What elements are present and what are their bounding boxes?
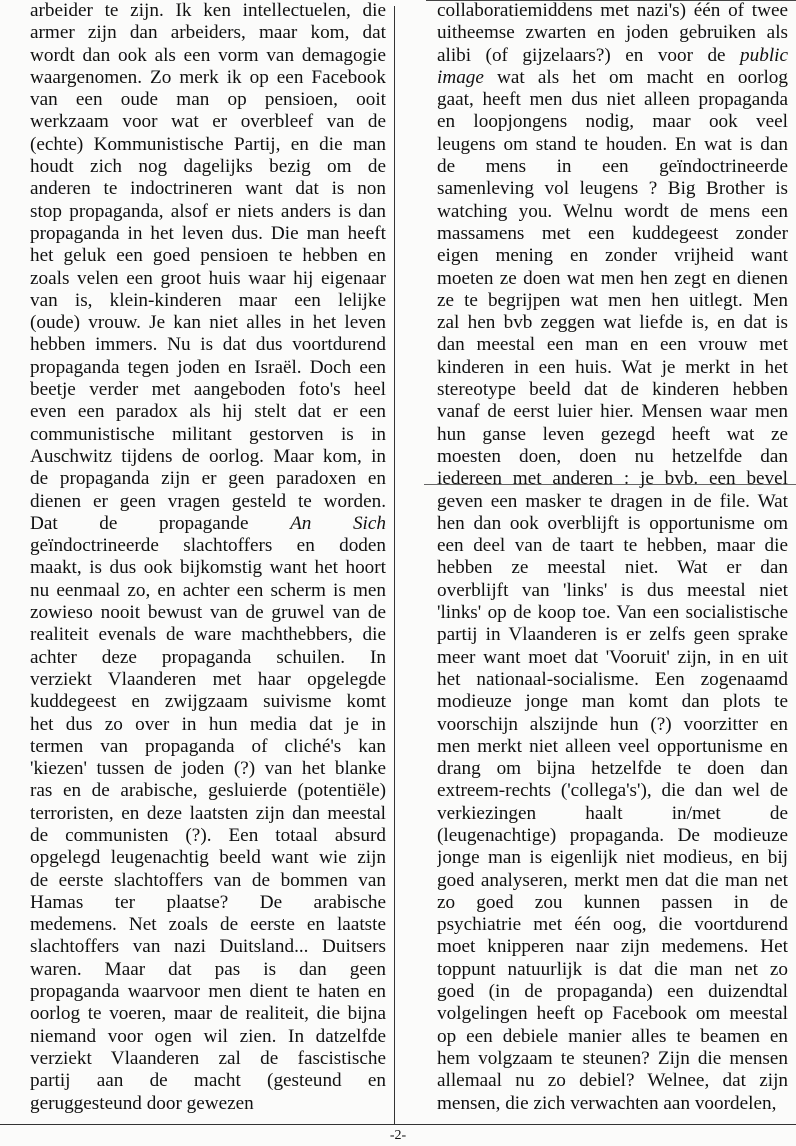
text-line: slachtoffers van nazi Duitsland... Duitsers [30, 936, 386, 958]
text-line: armer zijn dan arbeiders, maar kom, dat [30, 22, 386, 44]
text-line: goed analyseren, merkt men dat die man net [437, 869, 788, 891]
text-line: samenleving vol leugens ? Big Brother is [437, 178, 788, 200]
text-line: iedereen met anderen : je bvb. een bevel [437, 468, 788, 490]
text-line: niemand voor ogen wil zien. In datzelfde [30, 1025, 386, 1047]
text-line: propaganda tegen joden en Israël. Doch een [30, 356, 386, 378]
text-line: wordt dan ook als een vorm van demagogie [30, 44, 386, 66]
text-line: men merkt niet alleen veel opportunisme en [437, 735, 788, 757]
text-line: verziekt Vlaanderen met haar opgelegde [30, 668, 386, 690]
text-line: 'links' op de koop toe. Van een socialistische [437, 602, 788, 624]
text-line: jonge man is eigenlijk niet modieus, en bij [437, 847, 788, 869]
text-line: waargenomen. Zo merk ik op een Facebook [30, 66, 386, 88]
text-line: zowieso nooit bewust van de gruwel van de [30, 602, 386, 624]
text-line: een deel van de taart te hebben, maar die [437, 535, 788, 557]
text-line: watching you. Welnu wordt de mens een [437, 200, 788, 222]
text-line: maakt, is dus ook bijkomstig want het hoort [30, 557, 386, 579]
text-line: moet knipperen naar zijn medemens. Het [437, 936, 788, 958]
text-line: uitheemse zwarten en joden gebruiken als [437, 22, 788, 44]
text-line: mensen, die zich verwachten aan voordelen, [437, 1092, 777, 1114]
text-line: (oude) vrouw. Je kan niet alles in het leven [30, 312, 386, 334]
text-line: waren. Maar dat pas is dan geen [30, 958, 386, 980]
text-line: alibi (of gijzelaars?) en voor de public [437, 44, 788, 66]
text-line: het dus zo over in hun media dat je in [30, 713, 386, 735]
text-line: image wat als het om macht en oorlog [437, 66, 788, 88]
text-line: geven een masker te dragen in de file. Wat [437, 490, 788, 512]
text-line: propaganda in het leven dus. Die man heeft [30, 222, 386, 244]
left-column [0, 0, 394, 1122]
text-line: de communisten (?). Een totaal absurd [30, 824, 386, 846]
text-line: zoals velen een groot huis waar hij eigenaar [30, 267, 386, 289]
text-line: medemens. Net zoals de eerste en laatste [30, 914, 386, 936]
text-line: drang om bijna hetzelfde te doen dan [437, 758, 788, 780]
text-line: beetje verder met aangeboden foto's heel [30, 379, 386, 401]
text-line: het nationaal-socialisme. Een zogenaamd [437, 668, 788, 690]
text-line: partij in Vlaanderen is er zelfs geen sprake [437, 624, 788, 646]
text-line: geruggesteund door gewezen [30, 1092, 254, 1114]
text-line: de mens in een geïndoctrineerde [437, 156, 788, 178]
text-line: stereotype beeld dat de kinderen hebben [437, 379, 788, 401]
text-line: oorlog te voeren, maar de realiteit, die bijna [30, 1003, 386, 1025]
text-line: moeten ze doen wat men hen zegt en dienen [437, 267, 788, 289]
text-line: massamens met een kuddegeest zonder [437, 222, 788, 244]
text-line: termen van propaganda of cliché's kan [30, 735, 386, 757]
text-line: hebben ze meestal niet. Wat er dan [437, 557, 788, 579]
text-line: dan meestal een man en een vrouw met [437, 334, 788, 356]
text-line: anderen te indoctrineren want dat is non [30, 178, 386, 200]
text-line: eigen mening en zonder vrijheid want [437, 245, 788, 267]
text-line: achter deze propaganda schuilen. In [30, 646, 386, 668]
text-line: allemaal nu zo debiel? Welnee, dat zijn [437, 1070, 788, 1092]
text-line: goed (in de propaganda) een duizendtal [437, 981, 788, 1003]
text-line: (echte) Kommunistische Partij, en die man [30, 133, 386, 155]
text-line: de propaganda zijn er geen paradoxen en [30, 468, 386, 490]
text-line: ras en de arabische, gesluierde (potentiële) [30, 780, 386, 802]
text-line: toppunt natuurlijk is dat die man net zo [437, 958, 788, 980]
text-line: collaboratiemiddens met nazi's) één of twee [437, 0, 788, 21]
text-line: (leugenachtige) propaganda. De modieuze [437, 824, 788, 846]
text-line: Auschwitz tijdens de oorlog. Maar kom, in [30, 445, 386, 467]
text-line: extreem-rechts ('collega's'), die dan wel de [437, 780, 788, 802]
text-line: voorschijn alszijnde hun (?) voorzitter en [437, 713, 788, 735]
text-line: 'kiezen' tussen de joden (?) van het blanke [30, 758, 386, 780]
text-line: verkiezingen haalt in/met de [437, 802, 788, 824]
text-line: propaganda waarvoor men dient te haten en [30, 981, 386, 1003]
text-line: arbeider te zijn. Ik ken intellectuelen, die [30, 0, 386, 21]
text-line: Hamas ter plaatse? De arabische [30, 891, 386, 913]
text-line: opgelegd leugenachtig beeld want wie zijn [30, 847, 386, 869]
text-line: werkzaam voor wat er overbleef van de [30, 111, 386, 133]
bottom-rule [0, 1124, 796, 1125]
text-line: houdt zich nog dagelijks bezig om de [30, 156, 386, 178]
text-line: modieuze jonge man komt dan plots te [437, 691, 788, 713]
text-line: ze te begrijpen wat men hen uitlegt. Men [437, 289, 788, 311]
text-line: nu eenmaal zo, en achter een scherm is men [30, 579, 386, 601]
text-line: de eerste slachtoffers van de bommen van [30, 869, 386, 891]
text-line: zo goed zou kunnen passen in de [437, 891, 788, 913]
text-line: hem volgzaam te steunen? Zijn die mensen [437, 1047, 788, 1069]
text-line: partij aan de macht (gesteund en [30, 1070, 386, 1092]
text-line: kinderen in een huis. Wat je merkt in het [437, 356, 788, 378]
text-line: leugens om stand te houden. En wat is dan [437, 133, 788, 155]
text-line: stop propaganda, alsof er niets anders is dan [30, 200, 386, 222]
text-line: verziekt Vlaanderen zal de fascistische [30, 1047, 386, 1069]
text-line: realiteit evenals de ware machthebbers, die [30, 624, 386, 646]
text-line: vanaf de eerst luier hier. Mensen waar men [437, 401, 788, 423]
text-line: even een paradox als hij stelt dat er een [30, 401, 386, 423]
text-line: en loopjongens nodig, maar ook veel [437, 111, 788, 133]
text-line: hen dan ook overblijft is opportunisme om [437, 512, 788, 534]
text-line: kuddegeest en zwijgzaam suivisme komt [30, 691, 386, 713]
text-line: overblijft van 'links' is dus meestal niet [437, 579, 788, 601]
text-line: volgelingen heeft op Facebook om meestal [437, 1003, 788, 1025]
text-line: psychiatrie met één oog, die voortdurend [437, 914, 788, 936]
text-line: meer want moet dat 'Vooruit' zijn, in en uit [437, 646, 788, 668]
text-line: van is, klein-kinderen maar een lelijke [30, 289, 386, 311]
page-number: -2- [389, 1128, 407, 1143]
text-line: communistische militant gestorven is in [30, 423, 386, 445]
text-line: geïndoctrineerde slachtoffers en doden [30, 535, 386, 557]
text-line: gaat, heeft men dus niet alleen propaganda [437, 89, 788, 111]
text-line: Dat de propagande An Sich [30, 512, 386, 534]
text-line: moesten doen, doen nu hetzelfde dan [437, 445, 788, 467]
text-line: terroristen, en deze laatsten zijn dan meestal [30, 802, 386, 824]
text-line: het geluk een goed pensioen te hebben en [30, 245, 386, 267]
text-line: hebben immers. Nu is dat dus voortdurend [30, 334, 386, 356]
text-line: hun ganse leven gezegd heeft wat ze [437, 423, 788, 445]
text-line: zal hen bvb zeggen wat liefde is, en dat is [437, 312, 788, 334]
text-line: dienen er geen vragen gesteld te worden. [30, 490, 386, 512]
right-column [395, 0, 796, 1122]
text-line: op een debiele manier alles te beamen en [437, 1025, 788, 1047]
text-line: van een oude man op pensioen, ooit [30, 89, 386, 111]
